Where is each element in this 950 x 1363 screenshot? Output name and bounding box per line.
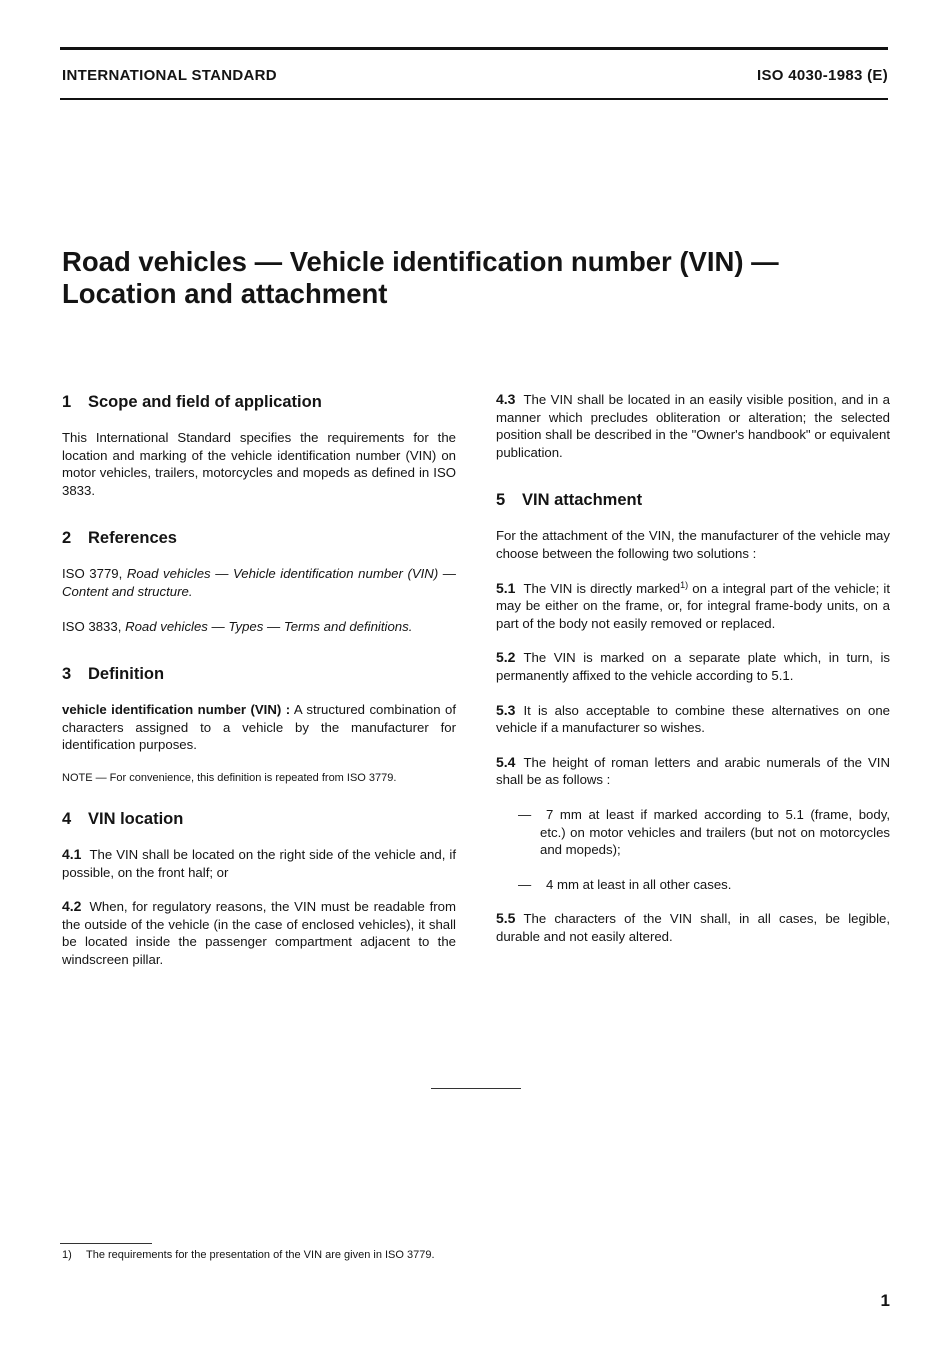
clause-4-1 xyxy=(62,846,456,881)
section-4-title: VIN location xyxy=(88,809,184,828)
clause-5-3-number: 5.3 xyxy=(496,701,516,718)
section-4-heading xyxy=(62,808,456,830)
reference-2-title: Road vehicles — Types — Terms and definitions. xyxy=(125,618,413,634)
clause-5-5-number: 5.5 xyxy=(496,910,516,927)
reference-1-title: Road vehicles — Vehicle identification number (VIN) — Content and structure. xyxy=(62,566,456,599)
clause-5-2-number: 5.2 xyxy=(496,649,516,666)
section-2-number: 2 xyxy=(62,529,72,548)
footnote-reference: 1) xyxy=(680,579,689,590)
reference-iso-3779 xyxy=(62,565,456,600)
right-column xyxy=(496,391,890,962)
definition-body: A structured combination of characters assigned to a vehicle by the manufacturer for identification purposes. xyxy=(62,702,457,753)
clause-4-3-text: The VIN shall be located in an easily visible position, and in a manner which precludes obliteration or alteration; the selected position shall be described in the "Owner's handbook" or equivalent publication. xyxy=(496,392,890,460)
header-bottom-rule xyxy=(60,98,888,100)
document-title xyxy=(62,246,902,310)
clause-5-1-text-b: on a integral part of the vehicle; it may be either on the frame, or, for integral frame-body units, on a part of the body not easily removed or replaced. xyxy=(496,580,890,631)
section-5-heading xyxy=(496,489,890,511)
footnote-rule xyxy=(60,1243,152,1244)
clause-4-2 xyxy=(62,898,456,968)
clause-5-5 xyxy=(496,910,890,945)
reference-iso-3833 xyxy=(62,618,456,636)
section-3-number: 3 xyxy=(62,665,72,684)
clause-4-3 xyxy=(496,391,890,461)
clause-5-1 xyxy=(496,580,890,633)
footnote-text: The requirements for the presentation of the VIN are given in ISO 3779. xyxy=(86,1249,435,1261)
clause-4-1-number: 4.1 xyxy=(62,845,82,862)
section-3-heading xyxy=(62,663,456,685)
clause-4-1-text: The VIN shall be located on the right side of the vehicle and, if possible, on the front half; or xyxy=(62,846,456,880)
section-1-text: This International Standard specifies the requirements for the location and marking of the vehicle identification number (VIN) on motor vehicles, trailers, motorcycles and mopeds as defined in ISO 3833. xyxy=(62,430,456,498)
section-5-intro: For the attachment of the VIN, the manufacturer of the vehicle may choose between the following two solutions : xyxy=(496,528,890,561)
section-3-title: Definition xyxy=(88,665,165,684)
clause-5-4-text: The height of roman letters and arabic numerals of the VIN shall be as follows : xyxy=(496,754,890,788)
section-2-title: References xyxy=(88,529,177,548)
document-type-label: INTERNATIONAL STANDARD xyxy=(62,67,277,84)
clause-4-2-number: 4.2 xyxy=(62,898,82,915)
page-number: 1 xyxy=(880,1291,890,1310)
clause-5-4-item-2-text: 4 mm at least in all other cases. xyxy=(546,876,732,892)
clause-5-1-text-a: The VIN is directly marked xyxy=(523,580,681,596)
section-1-number: 1 xyxy=(62,393,72,411)
section-2-heading xyxy=(62,527,456,549)
clause-5-4 xyxy=(496,754,890,789)
section-5-title: VIN attachment xyxy=(522,491,643,510)
list-dash: — xyxy=(518,806,532,822)
header-top-rule xyxy=(60,47,888,50)
footnote xyxy=(62,1249,435,1261)
section-5-number: 5 xyxy=(496,491,506,510)
left-column xyxy=(62,391,456,986)
clause-5-3-text: It is also acceptable to combine these alternatives on one vehicle if a manufacturer so wishes. xyxy=(496,702,890,736)
clause-5-4-item-2 xyxy=(518,876,890,894)
clause-4-3-number: 4.3 xyxy=(496,391,516,407)
standard-number: ISO 4030-1983 (E) xyxy=(756,67,888,84)
clause-5-5-text: The characters of the VIN shall, in all cases, be legible, durable and not easily altered. xyxy=(496,911,890,944)
section-4-number: 4 xyxy=(62,809,72,828)
clause-5-4-number: 5.4 xyxy=(496,753,516,770)
definition-note: NOTE — For convenience, this definition is repeated from ISO 3779. xyxy=(62,771,397,784)
clause-5-3 xyxy=(496,702,890,737)
clause-5-1-number: 5.1 xyxy=(496,579,516,596)
clause-5-4-item-1 xyxy=(518,806,890,859)
clause-4-2-text: When, for regulatory reasons, the VIN must be readable from the outside of the vehicle (in the case of enclosed vehicles), it shall be located inside the passenger compartment adjacent to the windscreen pillar. xyxy=(62,899,456,967)
definition-text xyxy=(62,701,456,754)
list-dash: — xyxy=(518,876,532,892)
clause-5-4-item-1-text: 7 mm at least if marked according to 5.1 (frame, body, etc.) on motor vehicles and trailers (but not on motorcycles and mopeds); xyxy=(540,806,890,858)
title-line-1: Road vehicles — Vehicle identification number (VIN) — xyxy=(62,246,779,277)
footnote-mark: 1) xyxy=(62,1249,72,1261)
reference-1-code: ISO 3779, xyxy=(62,566,123,582)
definition-term: vehicle identification number (VIN) : xyxy=(62,702,291,718)
title-line-2: Location and attachment xyxy=(62,278,388,309)
end-of-text-rule xyxy=(431,1088,521,1089)
reference-2-code: ISO 3833, xyxy=(62,618,122,634)
clause-5-2 xyxy=(496,649,890,684)
section-1-heading xyxy=(62,391,456,413)
section-1-title: Scope and field of application xyxy=(88,393,322,411)
clause-5-2-text: The VIN is marked on a separate plate which, in turn, is permanently affixed to the vehicle according to 5.1. xyxy=(496,650,890,683)
